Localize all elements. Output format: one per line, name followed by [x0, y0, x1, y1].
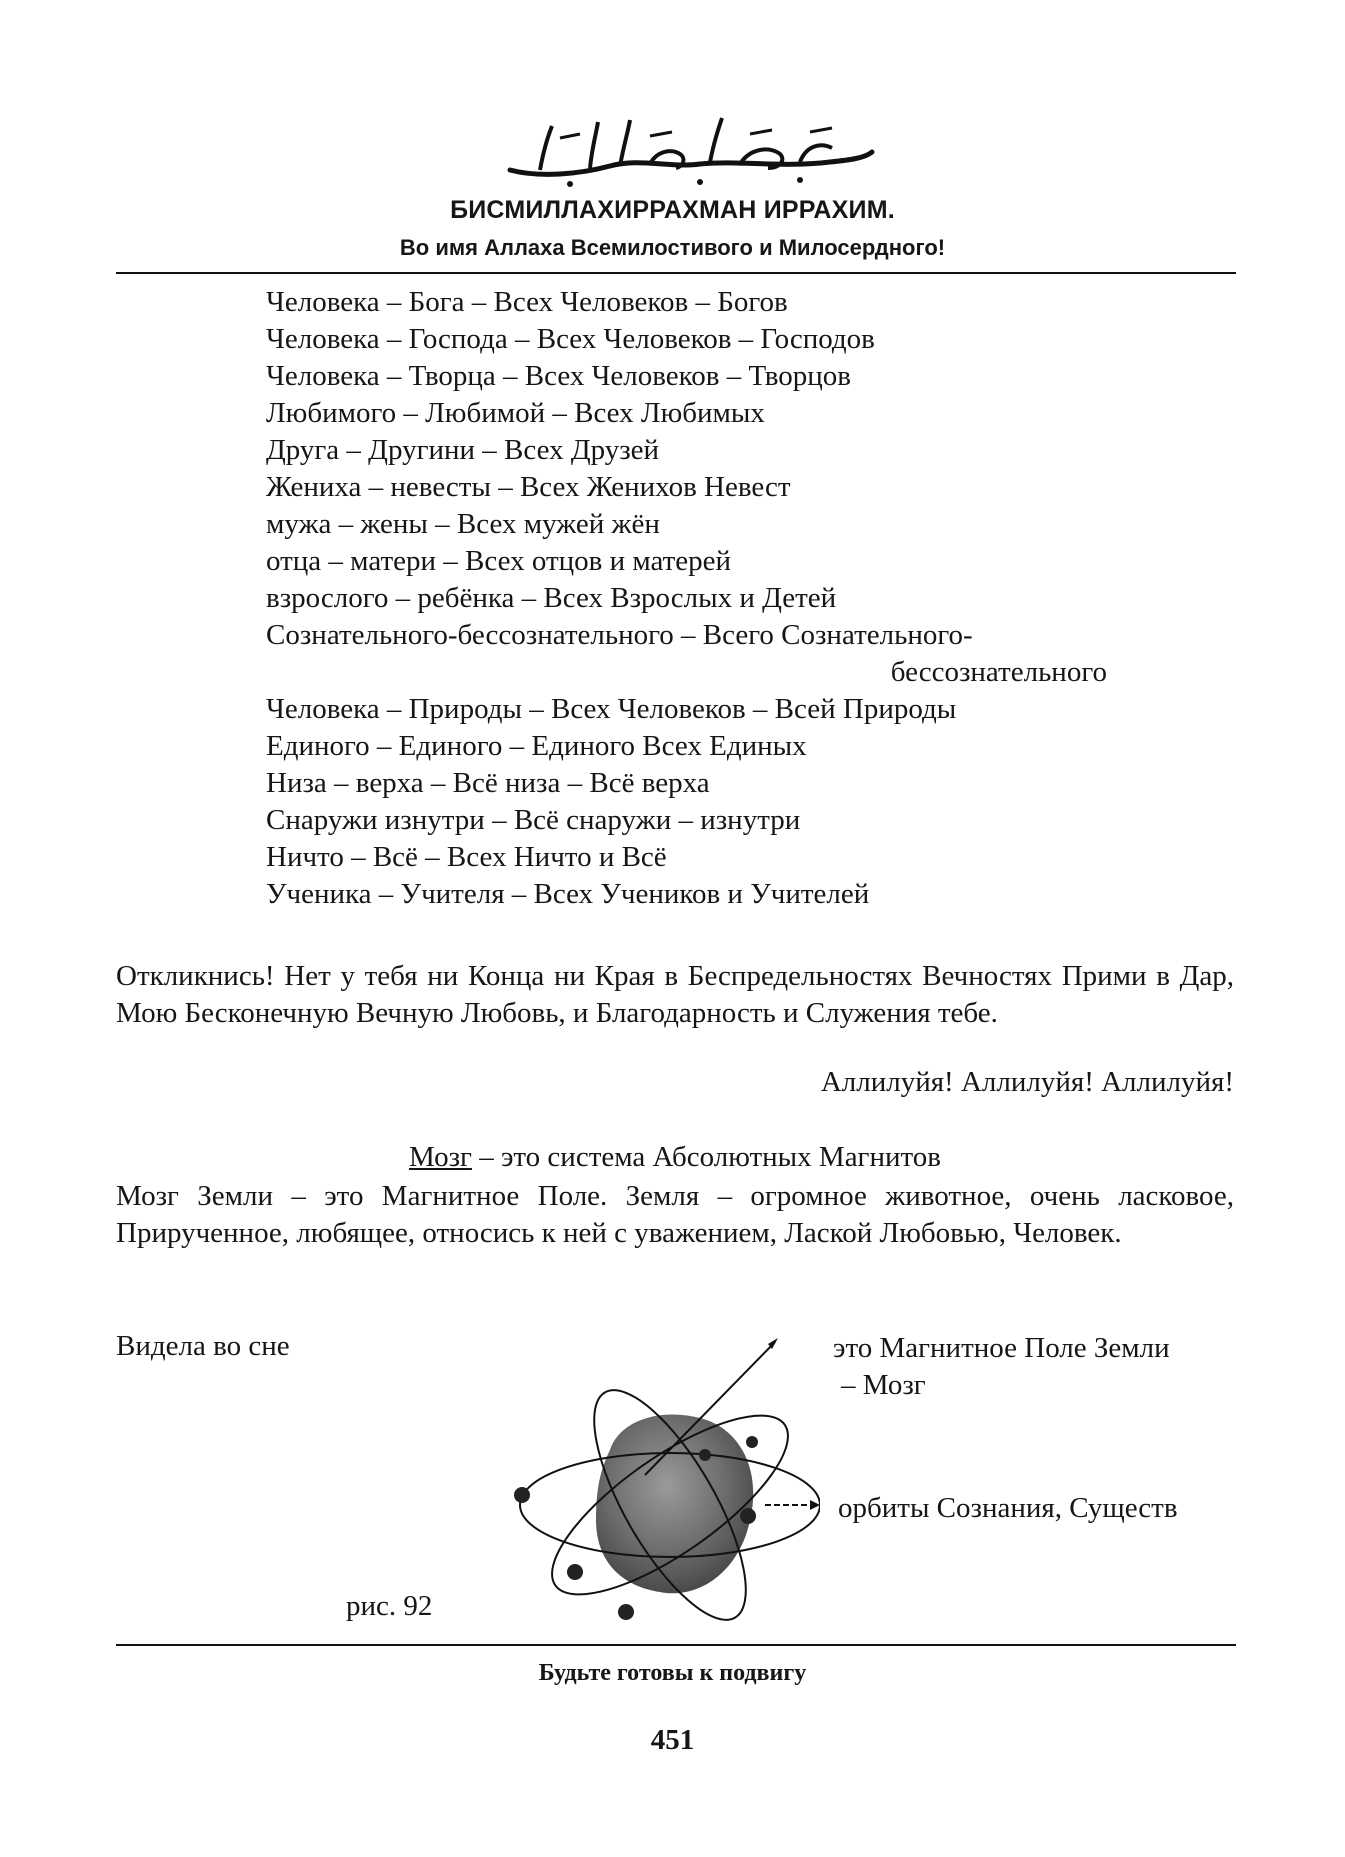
bismillah-calligraphy: [500, 108, 880, 190]
figure-label-brain: – Мозг: [841, 1369, 926, 1401]
verse-line: Ничто – Всё – Всех Ничто и Всё: [266, 841, 667, 873]
footer-divider: [116, 1644, 1236, 1646]
verse-line: отца – матери – Всех отцов и матерей: [266, 545, 732, 577]
footer-title: Будьте готовы к подвигу: [538, 1660, 807, 1686]
verse-line: Человека – Природы – Всех Человеков – Всей Природы: [266, 693, 957, 725]
electron: [514, 1487, 530, 1503]
verse-block: [266, 284, 1116, 913]
paragraph-earth-brain: Мозг Земли – это Магнитное Поле. Земля – огромное животное, очень ласковое, Прирученное, любящее, относись к ней с уважением, Лаской Любовью, Человек.: [116, 1180, 1234, 1249]
header-title: БИСМИЛЛАХИРРАХМАН ИРРАХИМ.: [450, 196, 895, 224]
hallelujah-line: Аллилуйя! Аллилуйя! Аллилуйя!: [820, 1066, 1234, 1098]
electron: [567, 1564, 583, 1580]
verse-line: взрослого – ребёнка – Всех Взрослых и Детей: [266, 582, 837, 614]
verse-line: Человека – Господа – Всех Человеков – Господов: [266, 323, 875, 355]
dream-text: Видела во сне: [116, 1330, 290, 1362]
figure-label-orbits: орбиты Сознания, Существ: [838, 1492, 1178, 1524]
verse-line: Низа – верха – Всё низа – Всё верха: [266, 767, 710, 799]
verse-line: Человека – Бога – Всех Человеков – Богов: [266, 286, 788, 318]
page-number: 451: [650, 1724, 695, 1756]
earth-blob: [596, 1415, 753, 1594]
verse-line: Любимого – Любимой – Всех Любимых: [266, 397, 765, 429]
electron: [618, 1604, 634, 1620]
verse-line: Снаружи изнутри – Всё снаружи – изнутри: [266, 804, 801, 836]
figure-label-field-line1: это Магнитное Поле Земли: [833, 1332, 1170, 1364]
verse-line: Сознательного-бессознательного – Всего Сознательного-: [266, 619, 973, 651]
electron: [699, 1449, 711, 1461]
verse-line: Жениха – невесты – Всех Женихов Невест: [266, 471, 791, 503]
earth-orbits-figure: [500, 1330, 820, 1640]
verse-line: Ученика – Учителя – Всех Учеников и Учителей: [266, 878, 870, 910]
figure-label-field: [833, 1330, 1170, 1404]
header-divider: [116, 272, 1236, 274]
brain-heading-rest: – это система Абсолютных Магнитов: [471, 1141, 941, 1173]
figure-caption: рис. 92: [346, 1590, 433, 1622]
electron: [740, 1508, 756, 1524]
verse-line: Друга – Другини – Всех Друзей: [266, 434, 660, 466]
verse-line: Единого – Единого – Единого Всех Единых: [266, 730, 807, 762]
brain-heading-word: Мозг: [409, 1141, 472, 1173]
header-subtitle: Во имя Аллаха Всемилостивого и Милосердного!: [399, 235, 946, 260]
paragraph-respond: Откликнись! Нет у тебя ни Конца ни Края в Беспредельностях Вечностях Прими в Дар, Мою Бесконечную Вечную Любовь, и Благодарность и Служения тебе.: [116, 960, 1234, 1029]
brain-heading: [116, 1141, 1234, 1174]
electron: [746, 1436, 758, 1448]
verse-line: Человека – Творца – Всех Человеков – Творцов: [266, 360, 851, 392]
verse-line-continuation: бессознательного: [890, 656, 1107, 688]
verse-line: мужа – жены – Всех мужей жён: [266, 508, 660, 540]
